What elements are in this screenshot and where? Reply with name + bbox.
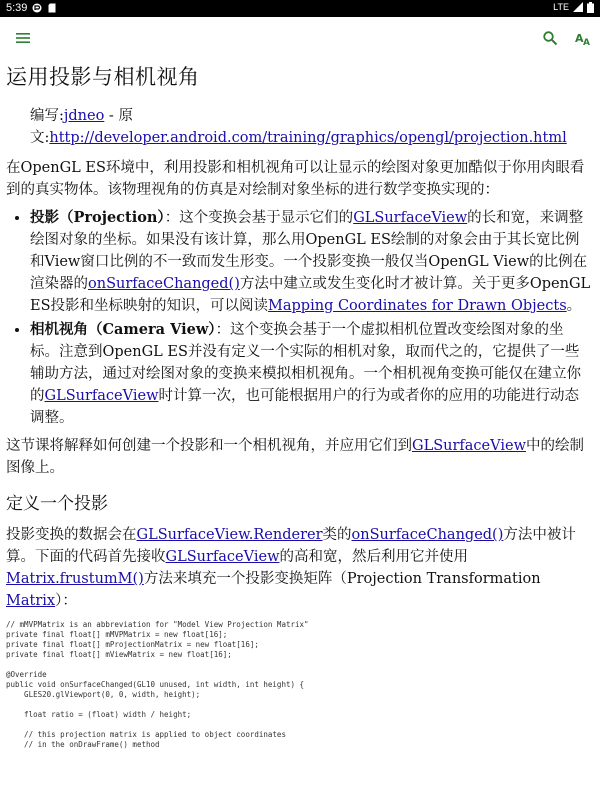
text-span: 方法中建立或发生变化时才被计算。关于更多OpenGL ES投影和坐标映射的知识，可以阅读 — [30, 276, 591, 314]
code-line: public void onSurfaceChanged(GL10 unused, int width, int height) { — [6, 680, 305, 689]
glsurfaceview-link[interactable]: GLSurfaceView — [412, 438, 526, 454]
list-item-camera-view — [30, 319, 592, 429]
section-heading: 定义一个投影 — [6, 494, 108, 514]
text-span: 方法中被计算。下面的代码首先接收 — [6, 527, 576, 565]
author-link[interactable]: jdneo — [63, 108, 105, 124]
code-line: @Override — [6, 670, 47, 679]
intro-paragraph: 在OpenGL ES环境中，利用投影和相机视角可以让显示的绘图对象更加酷似于你用肉眼看到的真实物体。该物理视角的仿真是对绘制对象坐标的进行数学变换实现的： — [6, 160, 585, 198]
text-span: 。 — [566, 298, 582, 314]
text-span: ）： — [55, 593, 77, 609]
list-item-projection — [30, 207, 592, 317]
code-line: // mMVPMatrix is an abbreviation for "Model View Projection Matrix" — [6, 620, 309, 629]
text-span: 类的 — [322, 527, 352, 543]
frustumm-link[interactable]: Matrix.frustumM() — [6, 571, 144, 587]
glsurfaceview-link[interactable]: GLSurfaceView — [165, 549, 280, 565]
signal-icon — [573, 2, 583, 12]
app-notification-icon — [32, 3, 42, 13]
status-bar — [0, 0, 600, 17]
code-line: float ratio = (float) width / height; — [24, 710, 192, 719]
source-prefix: - 原文: — [30, 108, 133, 146]
page-title: 运用投影与相机视角 — [6, 65, 200, 89]
svg-text:A: A — [583, 38, 590, 46]
font-size-icon[interactable] — [572, 27, 594, 49]
battery-icon — [587, 2, 594, 12]
renderer-link[interactable]: GLSurfaceView.Renderer — [136, 527, 323, 543]
sd-card-icon — [47, 3, 57, 13]
article-content — [6, 59, 592, 750]
code-line: private final float[] mProjectionMatrix = new float[16]; — [6, 640, 259, 649]
section-paragraph — [6, 524, 592, 612]
text-span: 的高和宽，然后利用它并使用 — [279, 549, 468, 565]
status-time: 5:39 — [6, 2, 28, 14]
article-meta — [30, 105, 592, 149]
search-icon[interactable] — [539, 27, 561, 49]
code-block — [6, 620, 592, 750]
summary-paragraph — [6, 435, 592, 479]
source-url-link[interactable]: http://developer.android.com/training/graphics/opengl/projection.html — [49, 130, 567, 146]
network-type: LTE — [553, 2, 569, 12]
svg-text:A: A — [575, 32, 584, 45]
text-span: 时计算一次，也可能根据用户的行为或者你的应用的功能进行动态调整。 — [30, 388, 579, 426]
code-line: GLES20.glViewport(0, 0, width, height); — [24, 690, 201, 699]
text-span: 方法来填充一个投影变换矩阵（Projection Transformation — [143, 571, 541, 587]
onsurfacechanged-link[interactable]: onSurfaceChanged() — [88, 276, 240, 292]
menu-icon[interactable] — [12, 27, 34, 49]
text-span: ：这个变换会基于一个虚拟相机位置改变绘图对象的坐标。注意到OpenGL ES并没有定义一个实际的相机对象，取而代之的，它提供了一些辅助方法，通过对绘图对象的变换来模拟相机视角。一个相机视角变换可能仅在建立你的 — [30, 322, 581, 404]
term-projection: 投影（Projection） — [30, 209, 165, 226]
code-line: private final float[] mViewMatrix = new float[16]; — [6, 650, 232, 659]
code-line: // in the onDrawFrame() method — [24, 740, 160, 749]
text-span: 这节课将解释如何创建一个投影和一个相机视角，并应用它们到 — [6, 438, 412, 454]
code-line: private final float[] mMVPMatrix = new float[16]; — [6, 630, 228, 639]
onsurfacechanged-link[interactable]: onSurfaceChanged() — [351, 527, 504, 543]
glsurfaceview-link[interactable]: GLSurfaceView — [44, 388, 159, 404]
term-camera-view: 相机视角（Camera View） — [30, 321, 216, 338]
glsurfaceview-link[interactable]: GLSurfaceView — [353, 210, 468, 226]
transform-list — [6, 207, 592, 429]
code-line: // this projection matrix is applied to object coordinates — [24, 730, 286, 739]
author-prefix: 编写: — [30, 108, 64, 124]
text-span: ：这个变换会基于显示它们的 — [164, 210, 354, 226]
text-span: 的长和宽，来调整绘图对象的坐标。如果没有该计算，那么用OpenGL ES绘制的对象会由于其长宽比例和View窗口比例的不一致而发生形变。一个投影变换一般仅当OpenGL View的比例在渲染器的 — [30, 210, 588, 292]
text-span: 投影变换的数据会在 — [6, 527, 137, 543]
app-toolbar — [0, 17, 600, 59]
text-span: 中的绘制图像上。 — [6, 438, 584, 476]
matrix-link[interactable]: Matrix — [6, 593, 56, 609]
mapping-coordinates-link[interactable]: Mapping Coordinates for Drawn Objects — [268, 298, 567, 314]
